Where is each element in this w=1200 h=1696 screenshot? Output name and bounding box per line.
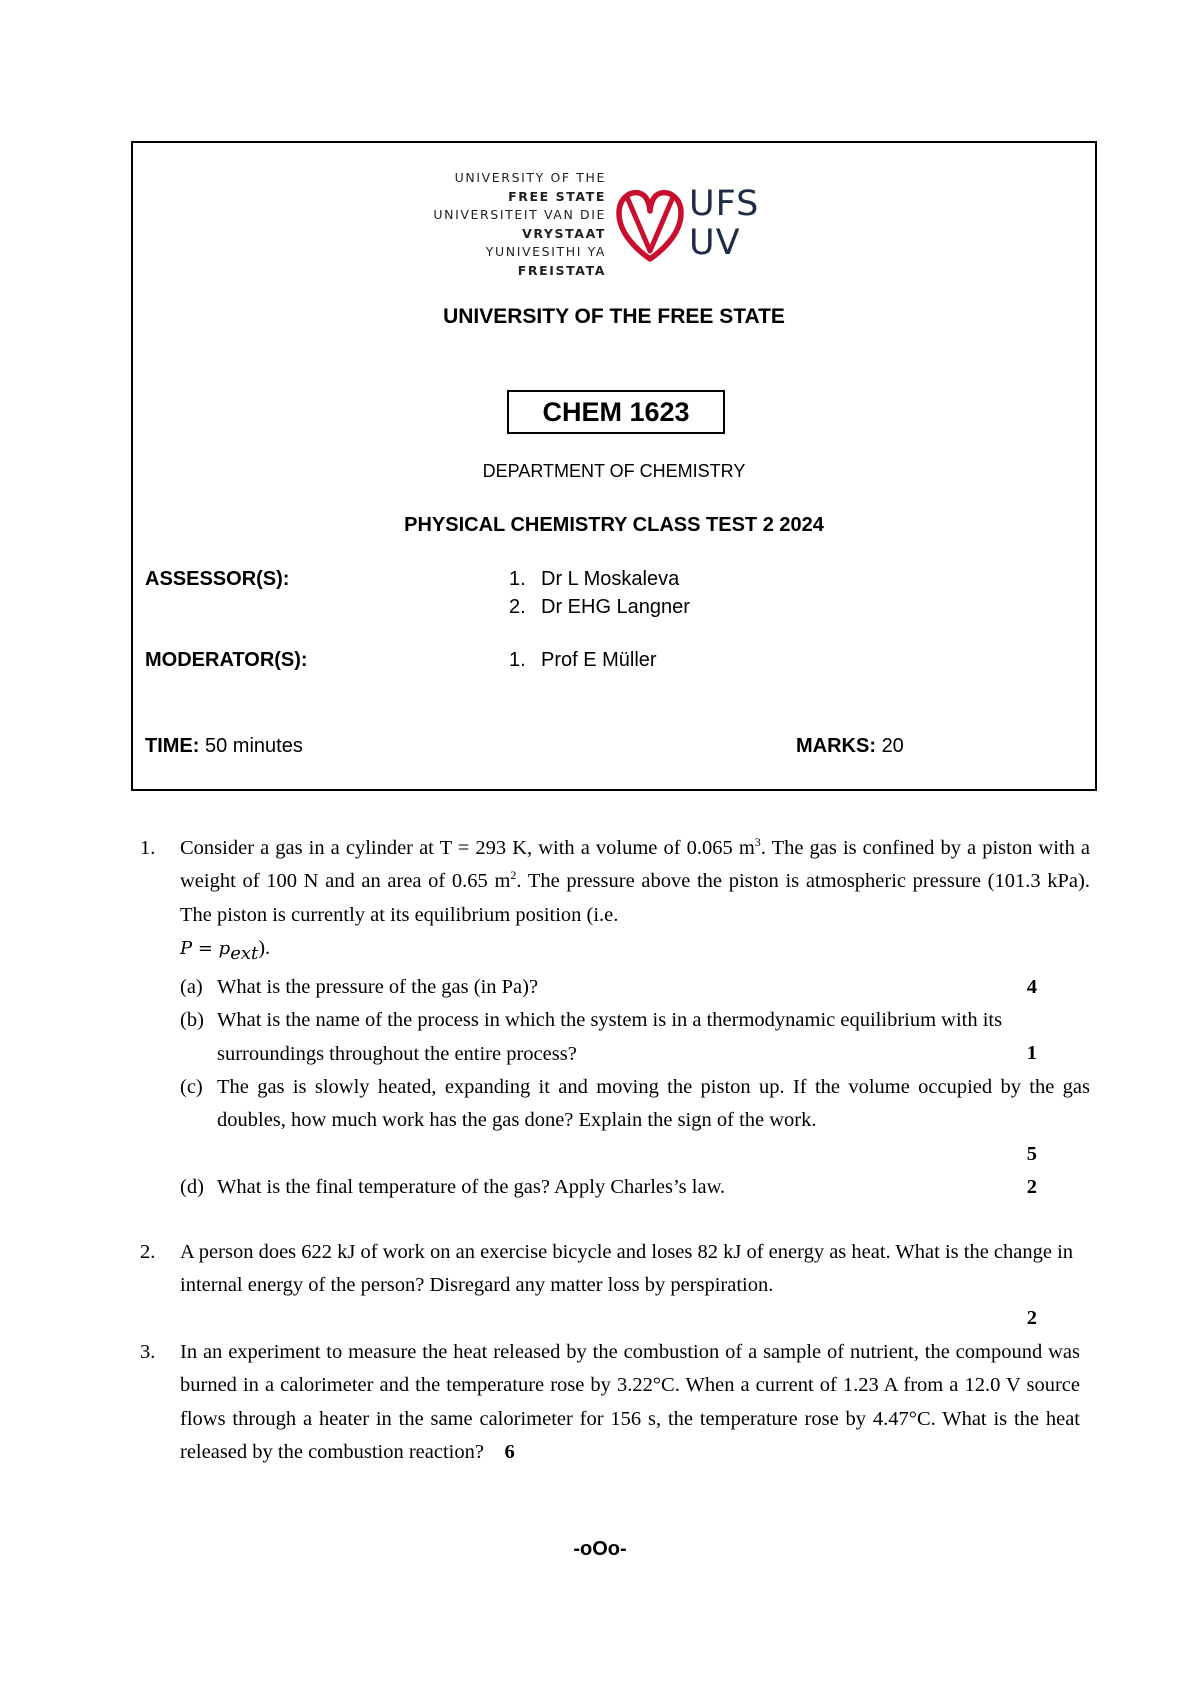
moderators-label: MODERATOR(S): [145, 649, 308, 671]
time-label: TIME: [145, 735, 200, 757]
question-1c [180, 1071, 1090, 1171]
university-title: UNIVERSITY OF THE FREE STATE [443, 305, 785, 328]
mark-allocation: 1 [1026, 1042, 1037, 1065]
sub-label: (c) [180, 1075, 203, 1098]
question-1-equilibrium-condition: $P = p_{ext}$). [180, 937, 271, 965]
logo-line: UNIVERSITY OF THE [454, 170, 606, 185]
mark-allocation: 4 [1026, 975, 1037, 998]
ufs-heart-v-icon [613, 187, 687, 265]
question-3 [140, 1336, 1090, 1470]
logo-line: FREE STATE [508, 188, 606, 204]
logo-text [433, 169, 606, 281]
question-1d [180, 1171, 1090, 1204]
course-code: CHEM 1623 [507, 390, 725, 434]
sub-label: (a) [180, 975, 203, 998]
time-value: 50 minutes [205, 735, 303, 757]
logo-abbr-ufs: UFS [689, 184, 760, 224]
marks-value: 20 [881, 735, 904, 757]
questions-section [140, 832, 1090, 1469]
question-2-text: A person does 622 kJ of work on an exercise bicycle and loses 82 kJ of energy as heat. What is the change in internal energy of the person? Disregard any matter loss by perspiration. [180, 1240, 1074, 1296]
mark-allocation: 5 [1026, 1142, 1037, 1165]
mark-allocation: 2 [1026, 1176, 1037, 1199]
university-logo [423, 169, 823, 279]
question-number: 2. [140, 1240, 156, 1263]
sub-text: What is the name of the process in which the system is in a thermodynamic equilibrium with its surroundings throughout the entire process? [217, 1009, 1003, 1065]
logo-abbr-uv: UV [689, 223, 741, 263]
logo-abbreviation [689, 185, 759, 263]
time-info [145, 735, 303, 758]
question-3-text: In an experiment to measure the heat released by the combustion of a sample of nutrient, the compound was burned in a calorimeter and the temperature rose by 3.22°C. When a current of 1.23 A from a 12.0 V source flows through a heater in the same calorimeter for 156 s, the temperature rose by 4.47°C. What is the heat released by the combustion reaction? 6 [180, 1340, 1080, 1463]
logo-line: VRYSTAAT [522, 225, 606, 241]
mark-allocation: 6 [504, 1441, 515, 1463]
sub-text: What is the final temperature of the gas? Apply Charles’s law. [217, 1176, 726, 1199]
assessors-label: ASSESSOR(S): [145, 568, 290, 590]
cover-box [131, 141, 1097, 791]
logo-line: FREISTATA [517, 262, 606, 278]
sub-label: (b) [180, 1009, 204, 1032]
question-number: 3. [140, 1340, 156, 1363]
assessors-list [509, 565, 690, 621]
logo-line: UNIVERSITEIT VAN DIE [433, 207, 606, 223]
question-1-intro: Consider a gas in a cylinder at T = 293 K, with a volume of 0.065 $m^3$. The gas is confined by a piston with a weight of 100 N and an area of 0.65 $m^2$. The pressure above the piston is atmospheric pressure (101.3 kPa). The piston is currently at its equilibrium position (i.e. [180, 835, 1091, 926]
moderator-item: 1. Prof E Müller [509, 649, 657, 671]
sub-label: (d) [180, 1176, 204, 1199]
end-of-paper-mark: -oOo- [573, 1538, 627, 1560]
moderators-list [509, 646, 657, 674]
logo-line: YUNIVESITHI YA [485, 244, 606, 260]
question-2 [140, 1236, 1090, 1336]
department-name: DEPARTMENT OF CHEMISTRY [482, 461, 746, 481]
question-number: 1. [140, 837, 156, 859]
sub-text: The gas is slowly heated, expanding it and moving the piston up. If the volume occupied by the gas doubles, how much work has the gas done? Explain the sign of the work. [217, 1075, 1090, 1132]
assessor-item: 1. Dr L Moskaleva [509, 568, 680, 590]
question-1b [180, 1004, 1090, 1071]
test-title: PHYSICAL CHEMISTRY CLASS TEST 2 2024 [404, 514, 824, 536]
question-1a [180, 971, 1090, 1004]
assessor-item: 2. Dr EHG Langner [509, 596, 690, 618]
sub-text: What is the pressure of the gas (in Pa)? [217, 975, 539, 998]
mark-allocation: 2 [1026, 1307, 1037, 1330]
question-1 [140, 832, 1090, 1205]
marks-info [796, 735, 904, 758]
marks-label: MARKS: [796, 735, 876, 757]
